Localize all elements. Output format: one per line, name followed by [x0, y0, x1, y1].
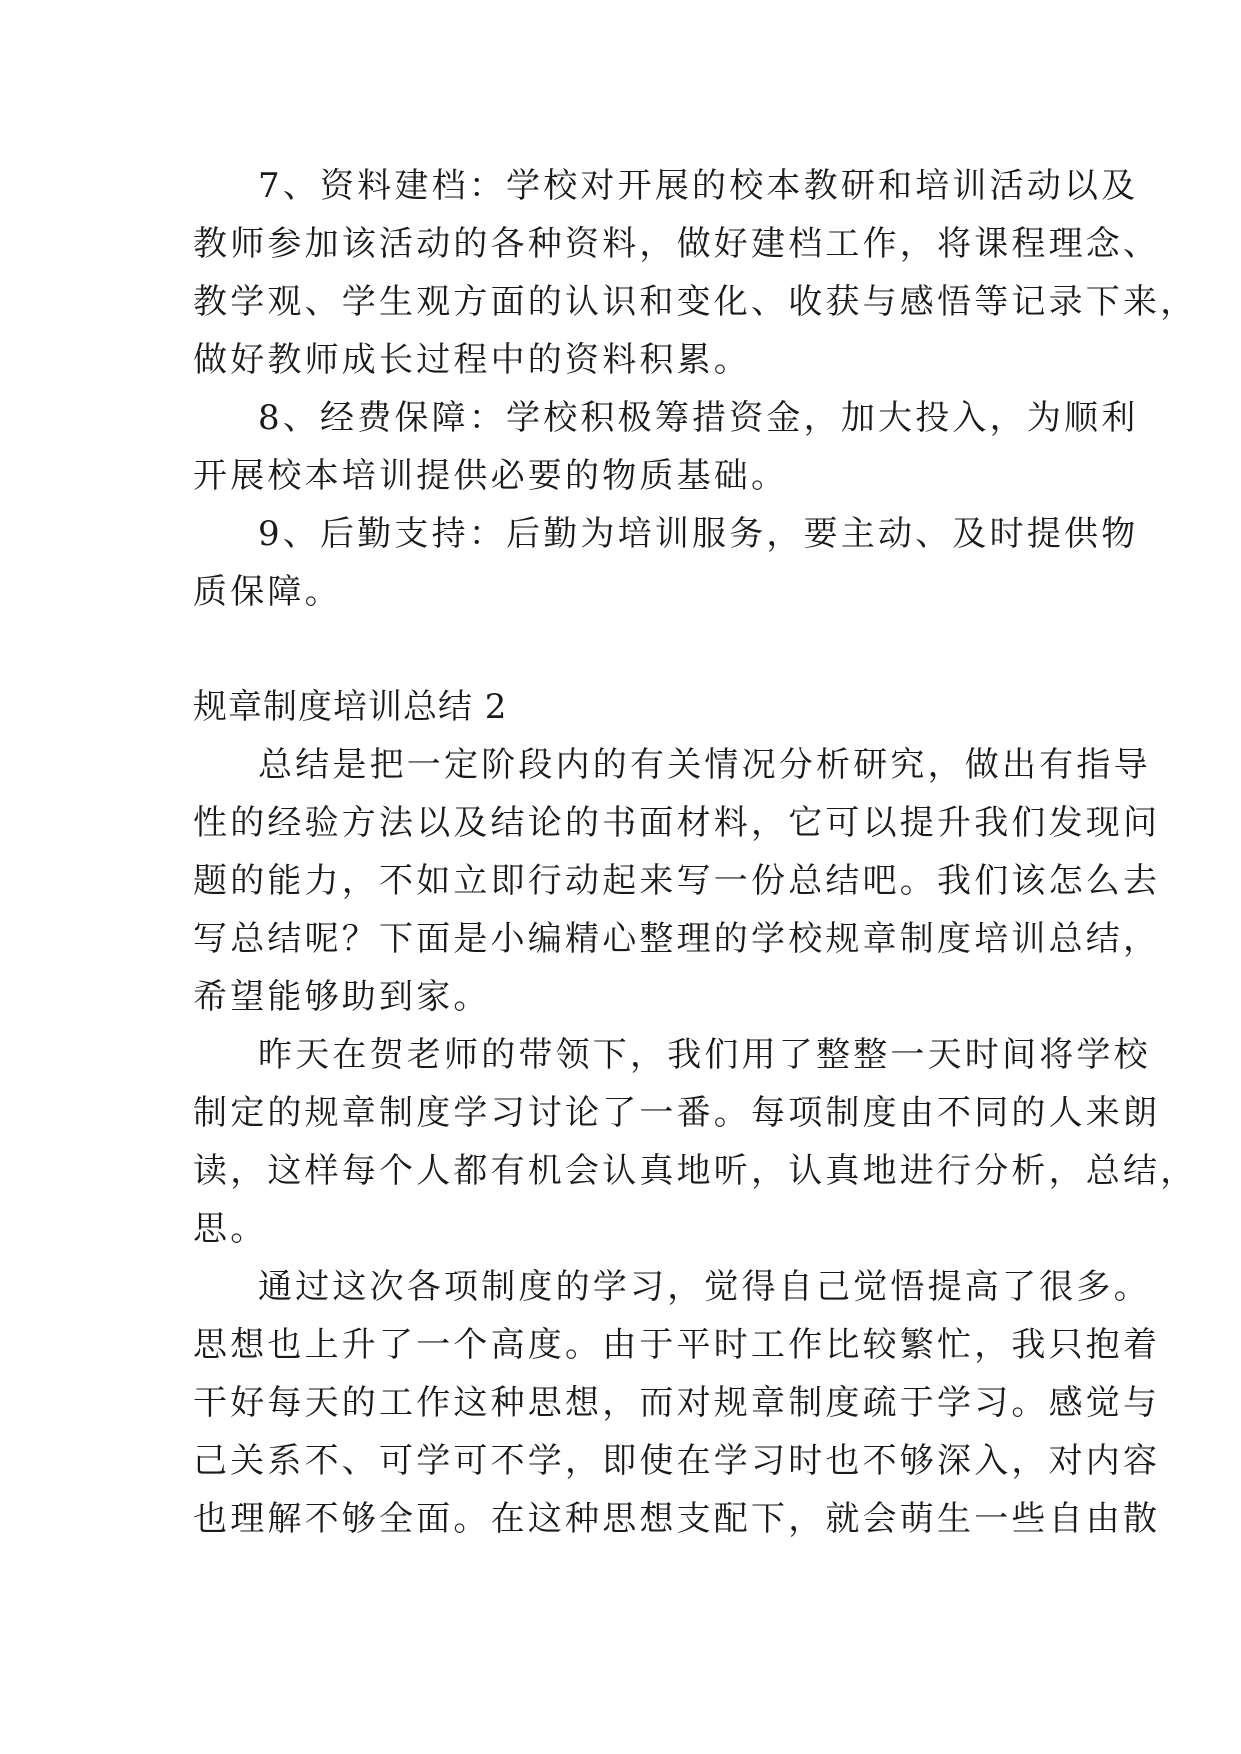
paragraph-item-7-line-2: 教师参加该活动的各种资料，做好建档工作，将课程理念、 [193, 224, 1161, 264]
paragraph-intro-line-2: 性的经验方法以及结论的书面材料，它可以提升我们发现问 [193, 803, 1161, 843]
paragraph-study-line-2: 思想也上升了一个高度。由于平时工作比较繁忙，我只抱着 [193, 1325, 1161, 1365]
paragraph-item-8-line-2: 开展校本培训提供必要的物质基础。 [193, 456, 789, 496]
paragraph-item-7-line-4: 做好教师成长过程中的资料积累。 [193, 340, 751, 380]
paragraph-item-8-line-1: 8、经费保障：学校积极筹措资金，加大投入，为顺利 [258, 398, 1139, 438]
paragraph-item-7-line-3: 教学观、学生观方面的认识和变化、收获与感悟等记录下来， [193, 282, 1198, 322]
paragraph-intro-line-5: 希望能够助到家。 [193, 977, 491, 1017]
paragraph-study-line-4: 己关系不、可学可不学，即使在学习时也不够深入，对内容 [193, 1441, 1161, 1481]
paragraph-intro-line-4: 写总结呢？下面是小编精心整理的学校规章制度培训总结， [193, 919, 1161, 959]
paragraph-item-9-line-2: 质保障。 [193, 572, 342, 612]
paragraph-yesterday-line-4: 思。 [193, 1209, 268, 1249]
paragraph-study-line-1: 通过这次各项制度的学习，觉得自己觉悟提高了很多。 [258, 1267, 1151, 1307]
paragraph-study-line-5: 也理解不够全面。在这种思想支配下，就会萌生一些自由散 [193, 1499, 1161, 1539]
paragraph-yesterday-line-2: 制定的规章制度学习讨论了一番。每项制度由不同的人来朗 [193, 1093, 1161, 1133]
paragraph-item-9-line-1: 9、后勤支持：后勤为培训服务，要主动、及时提供物 [258, 514, 1139, 554]
paragraph-yesterday-line-3: 读，这样每个人都有机会认真地听，认真地进行分析，总结， [193, 1151, 1198, 1191]
paragraph-intro-line-1: 总结是把一定阶段内的有关情况分析研究，做出有指导 [258, 745, 1151, 785]
paragraph-study-line-3: 干好每天的工作这种思想，而对规章制度疏于学习。感觉与 [193, 1383, 1161, 1423]
paragraph-item-7-line-1: 7、资料建档：学校对开展的校本教研和培训活动以及 [258, 166, 1139, 206]
section-heading: 规章制度培训总结 2 [193, 687, 508, 727]
paragraph-intro-line-3: 题的能力，不如立即行动起来写一份总结吧。我们该怎么去 [193, 861, 1161, 901]
paragraph-yesterday-line-1: 昨天在贺老师的带领下，我们用了整整一天时间将学校 [258, 1035, 1151, 1075]
